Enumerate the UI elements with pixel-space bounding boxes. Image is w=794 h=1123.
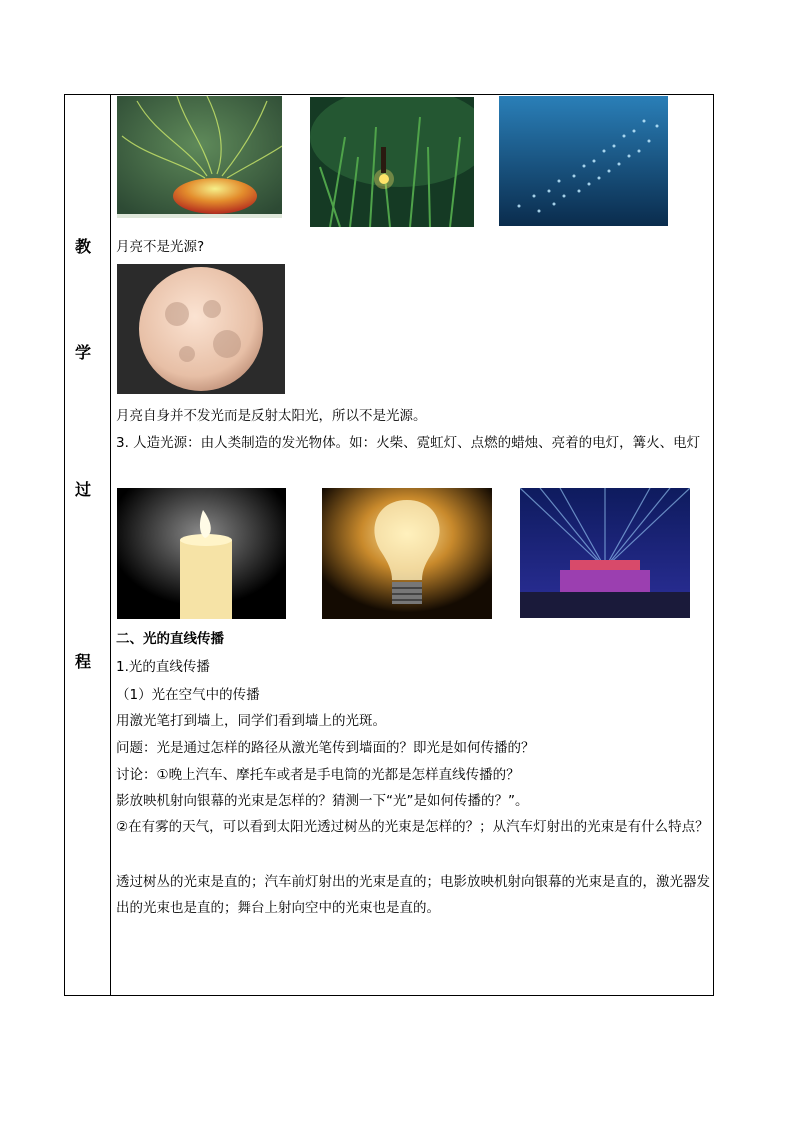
candle-photo xyxy=(117,488,286,619)
side-label-char-4: 程 xyxy=(74,652,91,671)
column-divider xyxy=(110,94,111,996)
firefly-photo xyxy=(310,97,474,227)
laser-experiment: 用激光笔打到墙上，同学们看到墙上的光斑。 xyxy=(116,713,386,729)
light-bulb-photo xyxy=(322,488,492,619)
conclusion: 透过树丛的光束是直的；汽车前灯射出的光束是直的；电影放映机射向银幕的光束是直的，激光器发出的光束也是直的；舞台上射向空中的光束也是直的。 xyxy=(116,874,710,916)
discussion-2: ②在有雾的天气，可以看到太阳光透过树丛的光束是怎样的？；从汽车灯射出的光束是有什么特点？ xyxy=(116,819,709,835)
side-label-char-1: 教 xyxy=(74,237,91,256)
side-label-char-3: 过 xyxy=(74,480,91,499)
tiananmen-night-photo xyxy=(520,488,690,618)
artificial-sources: 3. 人造光源：由人类制造的发光物体。如：火柴、霓虹灯、点燃的蜡烛、亮着的电灯，篝火、电灯 xyxy=(116,435,701,451)
question: 问题：光是通过怎样的路径从激光笔传到墙面的？即光是如何传播的？ xyxy=(116,740,535,756)
subsection-1: 1.光的直线传播 xyxy=(116,659,210,675)
moon-photo xyxy=(117,264,285,394)
discussion-1b: 影放映机射向银幕的光束是怎样的？猜测一下“光”是如何传播的？”。 xyxy=(116,793,529,809)
subsection-1-1: （1）光在空气中的传播 xyxy=(116,687,260,703)
moon-answer: 月亮自身并不发光而是反射太阳光，所以不是光源。 xyxy=(116,408,427,424)
glowing-fish-photo xyxy=(499,96,668,226)
section2-title: 二、光的直线传播 xyxy=(116,631,224,647)
moon-question: 月亮不是光源? xyxy=(116,239,205,255)
jellyfish-photo xyxy=(117,96,282,218)
discussion-1: 讨论：①晚上汽车、摩托车或者是手电筒的光都是怎样直线传播的？ xyxy=(116,767,520,783)
side-label-char-2: 学 xyxy=(74,343,91,362)
